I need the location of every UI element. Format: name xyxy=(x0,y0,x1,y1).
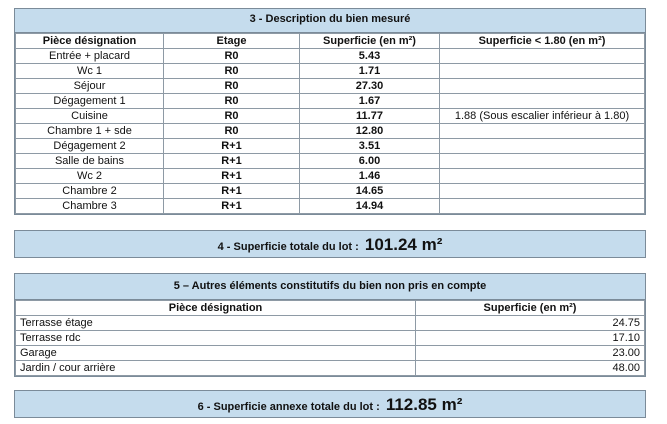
table-row xyxy=(16,199,645,214)
cell-superficie-180 xyxy=(440,154,645,169)
cell-superficie: 6.00 xyxy=(300,154,440,169)
cell-etage: R+1 xyxy=(164,139,300,154)
cell-designation: Chambre 3 xyxy=(16,199,164,214)
table-row xyxy=(16,94,645,109)
cell-designation: Dégagement 1 xyxy=(16,94,164,109)
table-row xyxy=(16,139,645,154)
table-row xyxy=(16,184,645,199)
table-row xyxy=(16,49,645,64)
cell-superficie: 23.00 xyxy=(416,346,645,361)
table-row xyxy=(16,169,645,184)
cell-superficie: 17.10 xyxy=(416,331,645,346)
cell-superficie: 14.94 xyxy=(300,199,440,214)
cell-superficie: 27.30 xyxy=(300,79,440,94)
cell-superficie-180 xyxy=(440,199,645,214)
cell-etage: R0 xyxy=(164,49,300,64)
cell-etage: R0 xyxy=(164,124,300,139)
table-row xyxy=(16,361,645,376)
cell-superficie: 24.75 xyxy=(416,316,645,331)
cell-designation: Wc 2 xyxy=(16,169,164,184)
cell-superficie: 12.80 xyxy=(300,124,440,139)
cell-superficie: 3.51 xyxy=(300,139,440,154)
cell-superficie-180 xyxy=(440,64,645,79)
table-row xyxy=(16,124,645,139)
annex-total-banner xyxy=(14,390,646,418)
table-header-row xyxy=(16,301,645,316)
cell-superficie: 5.43 xyxy=(300,49,440,64)
cell-superficie: 11.77 xyxy=(300,109,440,124)
cell-superficie-180 xyxy=(440,94,645,109)
cell-designation: Chambre 2 xyxy=(16,184,164,199)
cell-superficie: 14.65 xyxy=(300,184,440,199)
col-header-designation: Pièce désignation xyxy=(16,301,416,316)
col-header-designation: Pièce désignation xyxy=(16,34,164,49)
cell-designation: Séjour xyxy=(16,79,164,94)
annex-total-value: 112.85 m² xyxy=(385,395,463,414)
col-header-superficie: Superficie (en m²) xyxy=(416,301,645,316)
cell-designation: Jardin / cour arrière xyxy=(16,361,416,376)
description-panel xyxy=(14,8,646,215)
table-header-row xyxy=(16,34,645,49)
cell-designation: Chambre 1 + sde xyxy=(16,124,164,139)
cell-designation: Cuisine xyxy=(16,109,164,124)
table-row xyxy=(16,79,645,94)
cell-designation: Terrasse étage xyxy=(16,316,416,331)
table-row xyxy=(16,154,645,169)
description-table xyxy=(15,33,645,214)
other-elements-title: 5 – Autres éléments constitutifs du bien non pris en compte xyxy=(15,274,645,300)
cell-superficie-180: 1.88 (Sous escalier inférieur à 1.80) xyxy=(440,109,645,124)
cell-etage: R0 xyxy=(164,94,300,109)
annex-total-label: 6 - Superficie annexe totale du lot : xyxy=(197,401,380,413)
cell-superficie: 1.67 xyxy=(300,94,440,109)
total-lot-banner xyxy=(14,230,646,258)
cell-etage: R+1 xyxy=(164,169,300,184)
cell-designation: Entrée + placard xyxy=(16,49,164,64)
cell-superficie-180 xyxy=(440,139,645,154)
cell-designation: Salle de bains xyxy=(16,154,164,169)
col-header-superficie-180: Superficie < 1.80 (en m²) xyxy=(440,34,645,49)
cell-etage: R0 xyxy=(164,64,300,79)
col-header-etage: Etage xyxy=(164,34,300,49)
cell-etage: R0 xyxy=(164,109,300,124)
cell-designation: Dégagement 2 xyxy=(16,139,164,154)
other-elements-panel xyxy=(14,273,646,377)
total-lot-value: 101.24 m² xyxy=(364,235,443,254)
table-row xyxy=(16,331,645,346)
cell-etage: R+1 xyxy=(164,154,300,169)
table-row xyxy=(16,346,645,361)
total-lot-label: 4 - Superficie totale du lot : xyxy=(217,241,359,253)
cell-designation: Terrasse rdc xyxy=(16,331,416,346)
description-title: 3 - Description du bien mesuré xyxy=(15,9,645,33)
col-header-superficie: Superficie (en m²) xyxy=(300,34,440,49)
cell-superficie: 1.71 xyxy=(300,64,440,79)
cell-superficie-180 xyxy=(440,49,645,64)
other-elements-table xyxy=(15,300,645,376)
cell-superficie-180 xyxy=(440,169,645,184)
table-row xyxy=(16,64,645,79)
cell-etage: R0 xyxy=(164,79,300,94)
table-row xyxy=(16,316,645,331)
cell-superficie: 1.46 xyxy=(300,169,440,184)
cell-etage: R+1 xyxy=(164,199,300,214)
cell-etage: R+1 xyxy=(164,184,300,199)
cell-designation: Garage xyxy=(16,346,416,361)
table-row xyxy=(16,109,645,124)
cell-superficie-180 xyxy=(440,184,645,199)
cell-designation: Wc 1 xyxy=(16,64,164,79)
cell-superficie: 48.00 xyxy=(416,361,645,376)
cell-superficie-180 xyxy=(440,124,645,139)
cell-superficie-180 xyxy=(440,79,645,94)
